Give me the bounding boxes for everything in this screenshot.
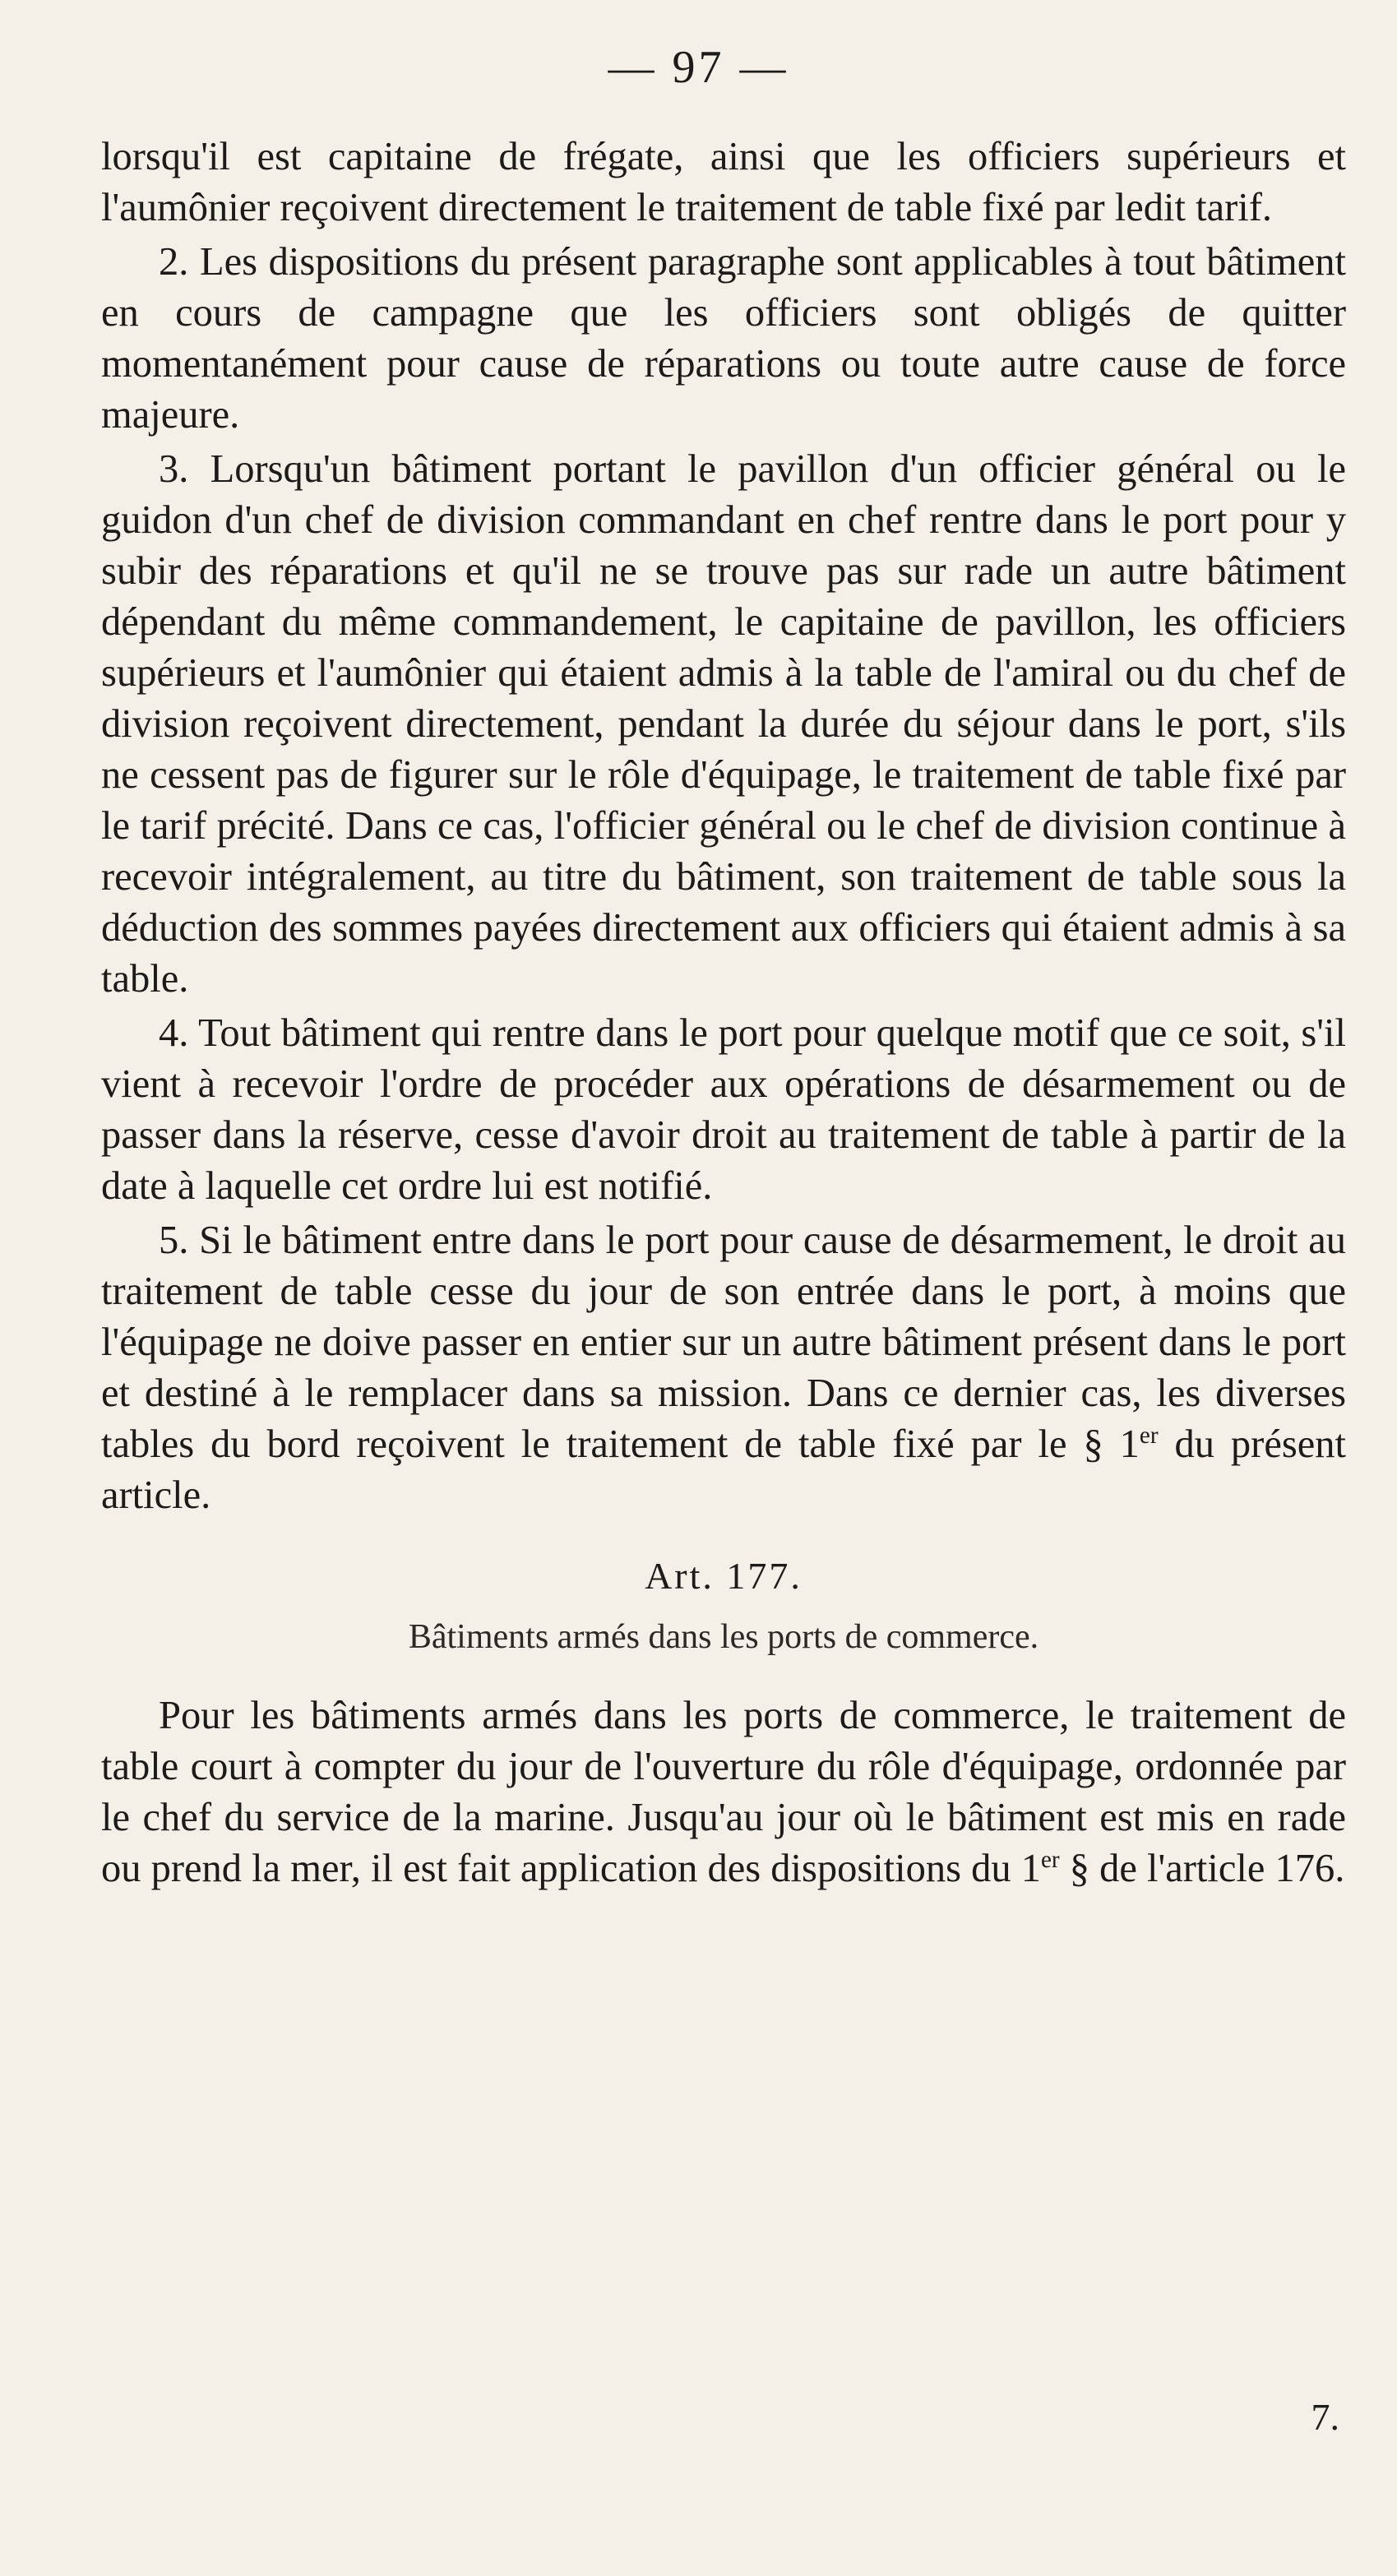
paragraph-5-superscript: er (1139, 1422, 1159, 1449)
article-paragraph-text-end: § de l'article 176. (1059, 1847, 1345, 1890)
article-heading: Art. 177. (645, 1555, 803, 1597)
paragraph-3: 3. Lorsqu'un bâtiment portant le pavillon d'un officier général ou le guidon d'un chef de division commandant en chef rentre dans le port pour y subir des réparations et qu'il ne se trouve pas sur rade un autre bâtiment dépendant du même commandement, le capitaine de pavillon, les officiers supérieurs et l'aumônier qui étaient admis à la table de l'amiral ou du chef de division reçoivent directement, pendant la durée du séjour dans le port, s'ils ne cessent pas de figurer sur le rôle d'équipage, le traitement de table fixé par le tarif précité. Dans ce cas, l'officier général ou le chef de division continue à recevoir intégralement, au titre du bâtiment, son traitement de table sous la déduction des sommes payées directement aux officiers qui étaient admis à sa table. (101, 447, 1346, 1001)
article-paragraph-text: Pour les bâtiments armés dans les ports de commerce, le traitement de table court à compter du jour de l'ouverture du rôle d'équipage, ordonnée par le chef du service de la marine. Jusqu'au jour où le bâtiment est mis en rade ou prend la mer, il est fait application des dispositions du 1 (101, 1694, 1346, 1890)
paragraph-5 (101, 1215, 1346, 1521)
article-paragraph (101, 1690, 1346, 1894)
paragraph-5-text: 5. Si le bâtiment entre dans le port pour cause de désarmement, le droit au traitement de table cesse du jour de son entrée dans le port, à moins que l'équipage ne doive passer en entier sur un autre bâtiment présent dans le port et destiné à le remplacer dans sa mission. Dans ce dernier cas, les diverses tables du bord reçoivent le traitement de table fixé par le § 1 (101, 1219, 1346, 1466)
body-text (101, 132, 1346, 1898)
article-paragraph-superscript: er (1041, 1846, 1060, 1873)
paragraph-4: 4. Tout bâtiment qui rentre dans le port pour quelque motif que ce soit, s'il vient à recevoir l'ordre de procéder aux opérations de désarmement ou de passer dans la réserve, cesse d'avoir droit au traitement de table à partir de la date à laquelle cet ordre lui est notifié. (101, 1011, 1346, 1208)
paragraph-5-text-end: du présent article. (101, 1422, 1346, 1517)
article-subheading: Bâtiments armés dans les ports de commerce. (408, 1618, 1039, 1656)
paragraph-2: 2. Les dispositions du présent paragraphe sont applicables à tout bâtiment en cours de campagne que les officiers sont obligés de quitter momentanément pour cause de réparations ou toute autre cause de force majeure. (101, 240, 1346, 437)
signature-mark: 7. (1311, 2396, 1339, 2438)
page-number: — 97 — (608, 42, 789, 93)
paragraph-continuation: lorsqu'il est capitaine de frégate, ainsi que les officiers supérieurs et l'aumônier reçoivent directement le traitement de table fixé par ledit tarif. (101, 135, 1346, 229)
